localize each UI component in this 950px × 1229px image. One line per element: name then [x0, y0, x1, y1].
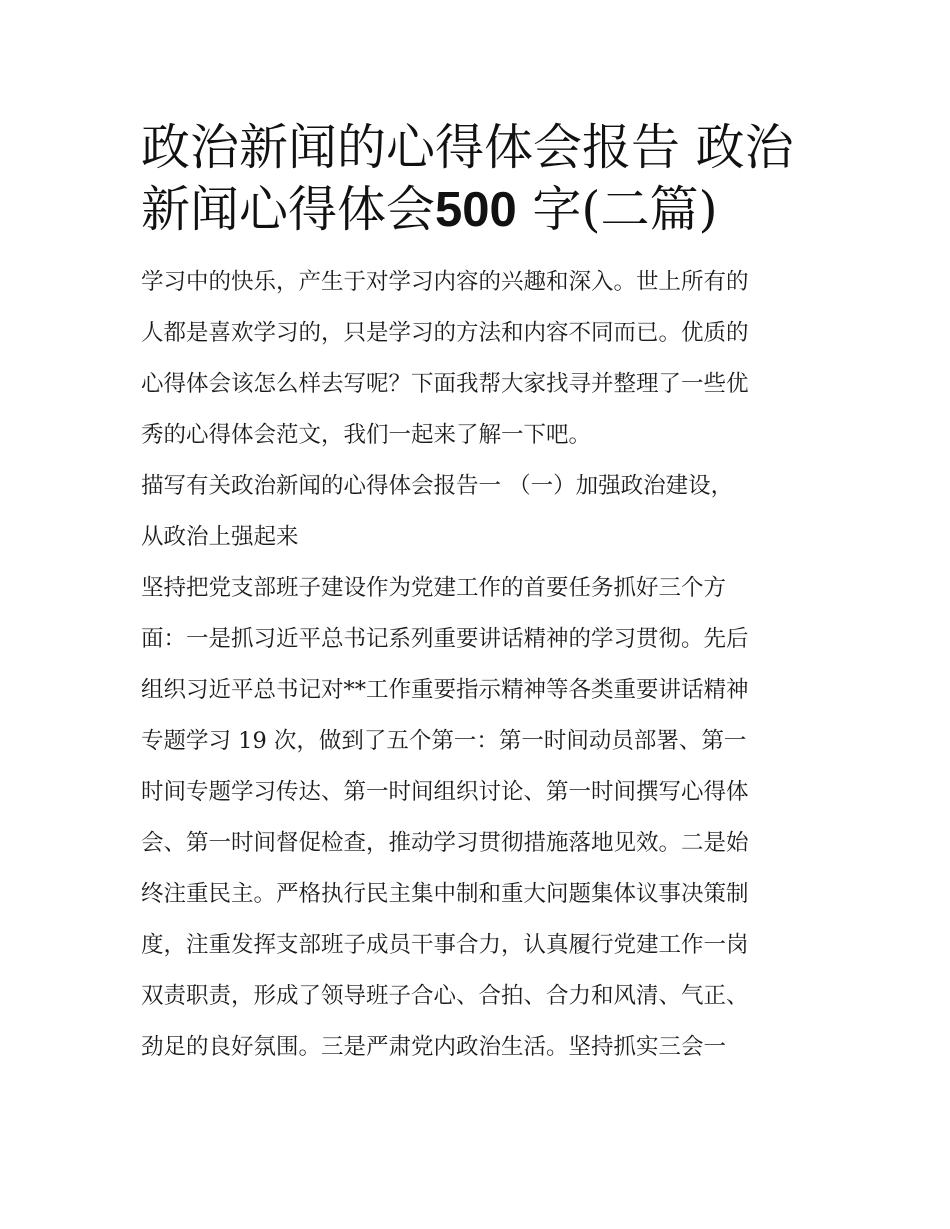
title-line-1: 政治新闻的心得体会报告 政治 — [141, 119, 794, 176]
document-title — [141, 117, 813, 241]
intro-line-3: 心得体会该怎么样去写呢？下面我帮大家找寻并整理了一些优 — [141, 371, 749, 397]
body-line-3: 组织习近平总书记对**工作重要指示精神等各类重要讲话精神 — [141, 677, 749, 703]
body-paragraph — [141, 563, 813, 1073]
body-line-10: 劲足的良好氛围。三是严肃党内政治生活。坚持抓实三会一 — [141, 1034, 727, 1060]
body-line-4: 专题学习 19 次，做到了五个第一：第一时间动员部署、第一 — [141, 728, 747, 754]
intro-line-1: 学习中的快乐，产生于对学习内容的兴趣和深入。世上所有的 — [141, 269, 749, 295]
body-line-7: 终注重民主。严格执行民主集中制和重大问题集体议事决策制 — [141, 881, 749, 907]
body-line-2: 面：一是抓习近平总书记系列重要讲话精神的学习贯彻。先后 — [141, 626, 749, 652]
body-line-5: 时间专题学习传达、第一时间组织讨论、第一时间撰写心得体 — [141, 779, 749, 805]
document-body — [141, 117, 813, 1073]
body-line-9: 双责职责，形成了领导班子合心、合拍、合力和风清、气正、 — [141, 983, 749, 1009]
title-line-2-suffix: 字(二篇) — [516, 181, 718, 238]
body-line-1: 坚持把党支部班子建设作为党建工作的首要任务抓好三个方 — [141, 575, 727, 601]
section-heading-line-1: 描写有关政治新闻的心得体会报告一 （一）加强政治建设， — [141, 473, 734, 499]
body-line-8: 度，注重发挥支部班子成员干事合力，认真履行党建工作一岗 — [141, 932, 749, 958]
title-number: 500 — [435, 183, 517, 237]
intro-line-2: 人都是喜欢学习的，只是学习的方法和内容不同而已。优质的 — [141, 320, 749, 346]
section-heading-line-2: 从政治上强起来 — [141, 524, 299, 550]
intro-paragraph — [141, 257, 813, 461]
intro-line-4: 秀的心得体会范文，我们一起来了解一下吧。 — [141, 422, 592, 448]
section-heading-paragraph — [141, 461, 813, 563]
title-line-2 — [141, 179, 813, 241]
body-line-6: 会、第一时间督促检查，推动学习贯彻措施落地见效。二是始 — [141, 830, 749, 856]
title-line-2-text: 新闻心得体会 — [141, 181, 436, 238]
